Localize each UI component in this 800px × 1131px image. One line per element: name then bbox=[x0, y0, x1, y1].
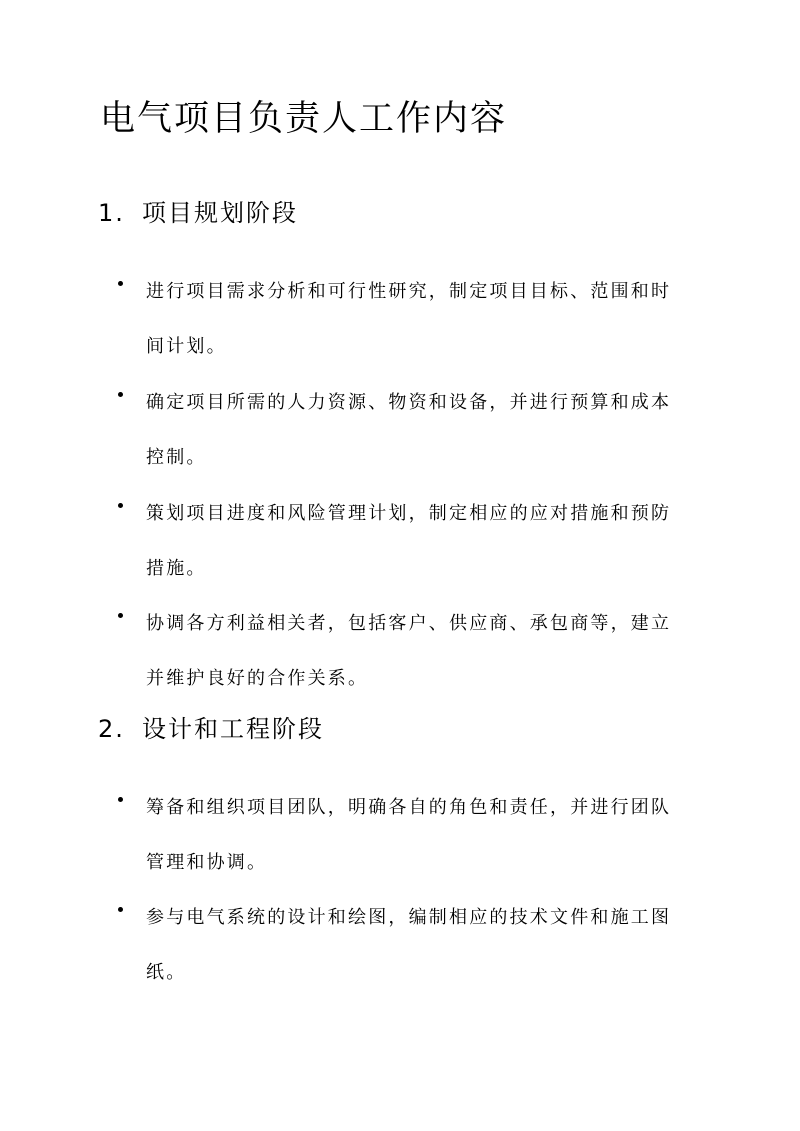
text-line: 纸。 bbox=[146, 962, 187, 983]
section-heading-design-engineering bbox=[98, 713, 324, 745]
list-item bbox=[118, 596, 693, 689]
bullet-icon bbox=[118, 281, 123, 286]
bullet-icon bbox=[118, 503, 123, 508]
list-item-text bbox=[146, 486, 691, 596]
list-item-text bbox=[146, 780, 691, 890]
list-item bbox=[118, 780, 693, 873]
text-line: 策划项目进度和风险管理计划，制定相应的应对措施和预防 bbox=[146, 503, 672, 524]
bullet-icon bbox=[118, 797, 123, 802]
document-title: 电气项目负责人工作内容 bbox=[100, 99, 508, 139]
text-line: 控制。 bbox=[146, 447, 207, 468]
list-item-text bbox=[146, 375, 691, 485]
text-line: 协调各方利益相关者，包括客户、供应商、承包商等，建立 bbox=[146, 613, 672, 634]
list-item bbox=[118, 890, 693, 983]
section-number: 1. bbox=[98, 199, 125, 227]
list-item bbox=[118, 486, 693, 579]
text-line: 筹备和组织项目团队，明确各自的角色和责任，并进行团队 bbox=[146, 797, 672, 818]
bullet-icon bbox=[118, 907, 123, 912]
list-item-text bbox=[146, 264, 691, 374]
text-line: 管理和协调。 bbox=[146, 852, 268, 873]
text-line: 间计划。 bbox=[146, 336, 227, 357]
bullet-icon bbox=[118, 392, 123, 397]
list-item bbox=[118, 264, 693, 357]
section-number: 2. bbox=[98, 715, 125, 743]
list-item-text bbox=[146, 890, 691, 1000]
text-line: 措施。 bbox=[146, 558, 207, 579]
list-item bbox=[118, 375, 693, 468]
section-heading-project-planning bbox=[98, 197, 298, 229]
section-title: 项目规划阶段 bbox=[142, 199, 298, 227]
text-line: 进行项目需求分析和可行性研究，制定项目目标、范围和时 bbox=[146, 281, 672, 302]
bullet-icon bbox=[118, 613, 123, 618]
text-line: 确定项目所需的人力资源、物资和设备，并进行预算和成本 bbox=[146, 392, 672, 413]
text-line: 参与电气系统的设计和绘图，编制相应的技术文件和施工图 bbox=[146, 907, 672, 928]
list-item-text bbox=[146, 596, 691, 706]
section-title: 设计和工程阶段 bbox=[142, 715, 324, 743]
text-line: 并维护良好的合作关系。 bbox=[146, 668, 369, 689]
